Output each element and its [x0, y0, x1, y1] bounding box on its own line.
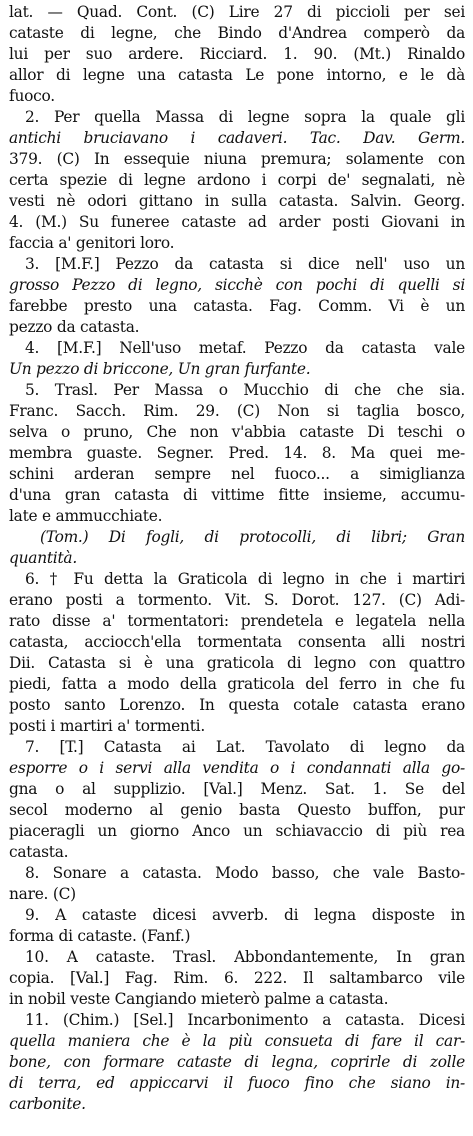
text-line: allor di legne una catasta Le pone intorno, e le dà: [9, 66, 465, 84]
sense-11-line: 11. (Chim.) [Sel.] Incarbonimento a catasta. Dicesi: [25, 1011, 465, 1029]
text-line: secol moderno al genio basta Questo buffon, pur: [9, 801, 465, 819]
text-line: di terra, ed appiccarvi il fuoco fino che siano in-: [9, 1074, 465, 1092]
text-line: Dii. Catasta si è una graticola di legno con quattro: [9, 654, 465, 672]
text-line: nare. (C): [9, 885, 76, 903]
sense-5-line: 5. Trasl. Per Massa o Mucchio di che che sia.: [25, 381, 465, 399]
text-line: catasta, acciocch'ella tormentata consenta alli nostri: [9, 633, 465, 651]
text-line: d'una gran catasta di vittime fitte insieme, accumu-: [9, 486, 465, 504]
sense-2-line: 2. Per quella Massa di legne sopra la quale gli: [25, 108, 465, 126]
text-line: lat. — Quad. Cont. (C) Lire 27 di piccioli per sei: [9, 3, 465, 21]
text-line: rato disse a' tormentatori: prendetela e legatela nella: [9, 612, 465, 630]
sense-9-line: 9. A cataste dicesi avverb. di legna disposte in: [25, 906, 465, 924]
text-line: copia. [Val.] Fag. Rim. 6. 222. Il saltambarco vile: [9, 969, 465, 987]
text-line: schini arderan sempre nel fuoco... a simiglianza: [9, 465, 465, 483]
sense-4-line: 4. [M.F.] Nell'uso metaf. Pezzo da catasta vale: [25, 339, 465, 357]
sense-3-line: 3. [M.F.] Pezzo da catasta si dice nell' uso un: [25, 255, 465, 273]
text-line: bone, con formare cataste di legna, coprirle di zolle: [9, 1053, 465, 1071]
text-line: quella maniera che è la più consueta di fare il car-: [9, 1032, 465, 1050]
sense-8-line: 8. Sonare a catasta. Modo basso, che vale Basto-: [25, 864, 465, 882]
text-line: in nobil veste Cangiando mieterò palme a catasta.: [9, 990, 389, 1008]
sense-6-line: 6. † Fu detta la Graticola di legno in che i martiri: [25, 570, 465, 588]
text-line: farebbe presto una catasta. Fag. Comm. Vi è un: [9, 297, 465, 315]
text-line: esporre o i servi alla vendita o i condannati alla go-: [9, 759, 465, 777]
text-line: faccia a' genitori loro.: [9, 234, 175, 252]
text-line: 4. (M.) Su funeree cataste ad arder posti Giovani in: [9, 213, 465, 231]
text-line: selva o pruno, Che non v'abbia cataste Di teschi o: [9, 423, 465, 441]
sense-10-line: 10. A cataste. Trasl. Abbondantemente, In gran: [25, 948, 465, 966]
text-line: Un pezzo di briccone, Un gran furfante.: [9, 360, 311, 378]
sense-7-line: 7. [T.] Catasta ai Lat. Tavolato di legno da: [25, 738, 465, 756]
text-line: grosso Pezzo di legno, sicchè con pochi di quelli si: [9, 276, 465, 294]
text-line: Franc. Sacch. Rim. 29. (C) Non si taglia bosco,: [9, 402, 465, 420]
text-line: catasta.: [9, 843, 69, 861]
text-line: lui per suo ardere. Ricciard. 1. 90. (Mt.) Rinaldo: [9, 45, 465, 63]
text-line: late e ammucchiate.: [9, 507, 163, 525]
text-line: carbonite.: [9, 1095, 86, 1113]
text-line: forma di cataste. (Fanf.): [9, 927, 191, 945]
dictionary-column: [9, 2, 465, 1115]
text-line: piaceragli un giorno Anco un schiavaccio di più rea: [9, 822, 465, 840]
text-line: piedi, fatta a modo della graticola del ferro in che fu: [9, 675, 465, 693]
text-line: vesti nè odori gittano in sulla catasta. Salvin. Georg.: [9, 192, 465, 210]
text-line: certa spezie di legne ardono i corpi de' segnalati, nè: [9, 171, 465, 189]
text-line: fuoco.: [9, 87, 55, 105]
text-line: cataste di legne, che Bindo d'Andrea comperò da: [9, 24, 465, 42]
tom-note-line: (Tom.) Di fogli, di protocolli, di libri; Gran: [40, 528, 465, 546]
text-line: 379. (C) In essequie niuna premura; solamente con: [9, 150, 465, 168]
text-line: quantità.: [9, 549, 77, 567]
text-line: antichi bruciavano i cadaveri. Tac. Dav. Germ.: [9, 129, 465, 147]
text-line: membra guaste. Segner. Pred. 14. 8. Ma quei me-: [9, 444, 465, 462]
text-line: posto santo Lorenzo. In questa cotale catasta erano: [9, 696, 465, 714]
text-line: gna o al supplizio. [Val.] Menz. Sat. 1. Se del: [9, 780, 465, 798]
text-line: pezzo da catasta.: [9, 318, 140, 336]
text-line: erano posti a tormento. Vit. S. Dorot. 127. (C) Adi-: [9, 591, 465, 609]
text-line: posti i martiri a' tormenti.: [9, 717, 205, 735]
